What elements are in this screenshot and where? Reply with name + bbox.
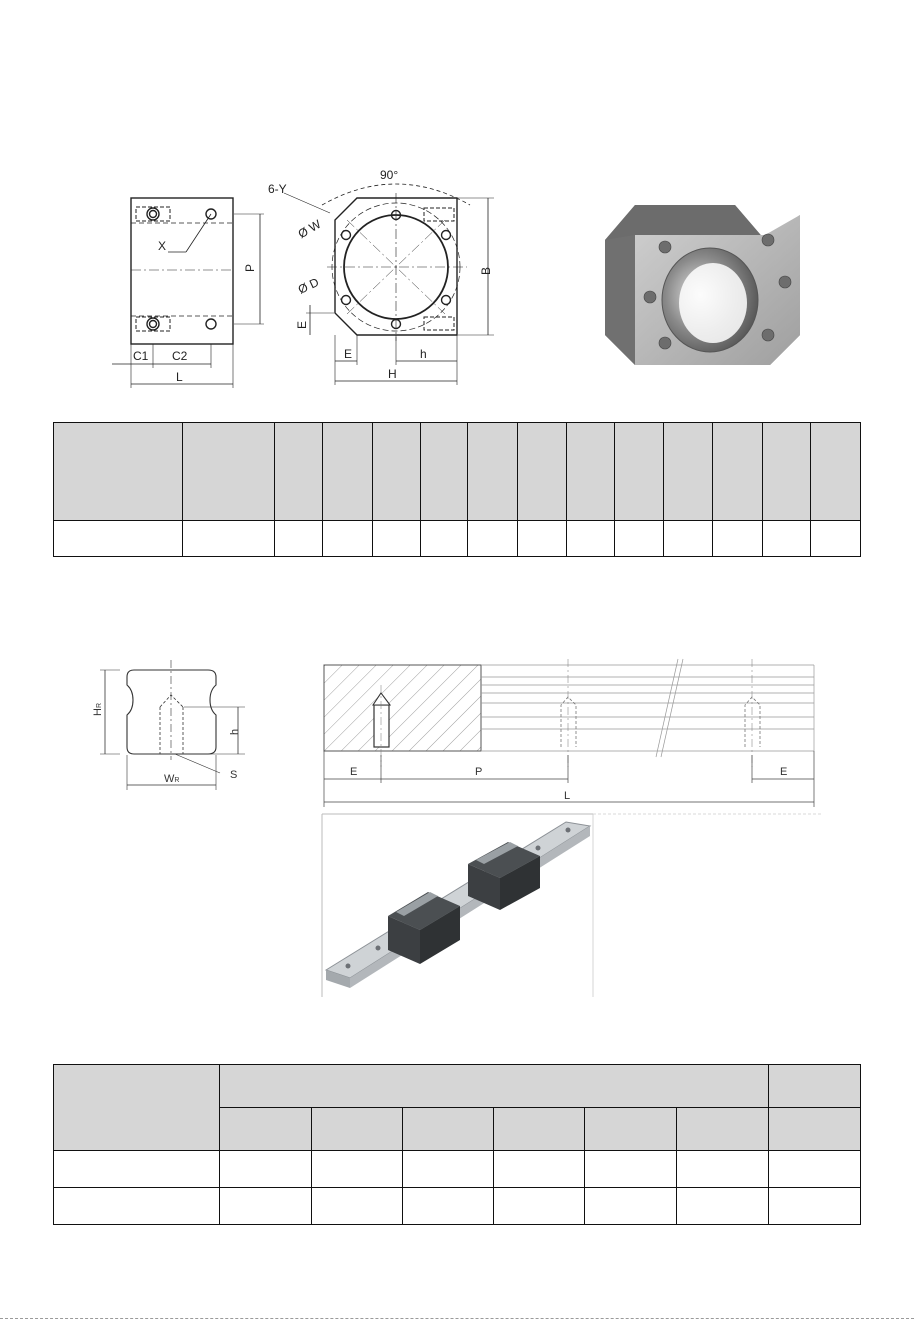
rail-profile: [127, 670, 216, 754]
table-cell: [811, 521, 861, 557]
table-cell: [402, 1188, 494, 1225]
rail-section-hatched: [324, 665, 481, 751]
table-cell: [677, 1151, 769, 1188]
table-row: [54, 1188, 861, 1225]
table-cell: [585, 1188, 677, 1225]
header-cell: [518, 423, 567, 521]
header-cell: [769, 1065, 861, 1108]
table-cell: [311, 1188, 402, 1225]
header-cell: [585, 1108, 677, 1151]
table-cell: [769, 1151, 861, 1188]
label-x: X: [158, 239, 167, 253]
label-h: h: [229, 728, 241, 735]
label-h-small: h: [420, 347, 427, 361]
header-cell: [713, 423, 763, 521]
header-cell: [54, 1065, 220, 1151]
table-header-row: [54, 1065, 861, 1108]
table-cell: [494, 1188, 585, 1225]
table-cell: [311, 1151, 402, 1188]
header-cell: [322, 423, 372, 521]
label-p: P: [475, 766, 483, 778]
housing-side-view-drawing: [100, 178, 280, 394]
header-cell: [615, 423, 664, 521]
table-cell: [219, 1151, 311, 1188]
page-bottom-rule: [0, 1318, 914, 1319]
table-header-row: [54, 423, 861, 521]
label-angle: 90°: [380, 168, 399, 182]
carriage-front: [388, 892, 460, 964]
rail-cross-section-drawing: [80, 655, 260, 795]
table-cell: [54, 1151, 220, 1188]
label-c1: C1: [133, 349, 149, 363]
table-cell: [420, 521, 468, 557]
housing-3d-render: [595, 195, 820, 375]
linear-guide-photo: [318, 812, 823, 997]
label-hr: HR: [92, 702, 104, 716]
table-cell: [54, 521, 183, 557]
header-cell: [763, 423, 811, 521]
header-cell: [54, 423, 183, 521]
label-e-right: E: [780, 766, 788, 778]
label-e-left: E: [350, 766, 358, 778]
label-e: E: [344, 347, 353, 361]
header-cell: [420, 423, 468, 521]
table-cell: [468, 521, 518, 557]
table-cell: [219, 1188, 311, 1225]
header-cell: [402, 1108, 494, 1151]
header-cell: [664, 423, 713, 521]
table-cell: [677, 1188, 769, 1225]
header-cell: [677, 1108, 769, 1151]
table-cell: [664, 521, 713, 557]
table-cell: [182, 521, 274, 557]
label-s: S: [230, 769, 238, 781]
table-cell: [372, 521, 420, 557]
label-h-large: H: [388, 367, 397, 381]
table-cell: [322, 521, 372, 557]
table-row: [54, 1151, 861, 1188]
header-cell: [494, 1108, 585, 1151]
housing-spec-table: [53, 422, 861, 557]
table-cell: [567, 521, 615, 557]
header-cell: [811, 423, 861, 521]
header-group-cell: [219, 1065, 768, 1108]
table-row: [54, 521, 861, 557]
label-p: P: [243, 263, 257, 272]
header-cell: [372, 423, 420, 521]
label-l: L: [176, 370, 183, 384]
rail-side-view-drawing: [318, 655, 823, 810]
header-cell: [769, 1108, 861, 1151]
label-d: Ø D: [295, 275, 322, 297]
label-b: B: [479, 266, 493, 275]
table-cell: [585, 1151, 677, 1188]
label-l: L: [564, 790, 571, 802]
header-cell: [468, 423, 518, 521]
label-w: Ø W: [295, 216, 324, 242]
table-cell: [54, 1188, 220, 1225]
table-cell: [763, 521, 811, 557]
table-cell: [615, 521, 664, 557]
label-c2: C2: [172, 349, 188, 363]
rail-spec-table: [53, 1064, 861, 1225]
label-wr: WR: [164, 773, 180, 785]
table-cell: [518, 521, 567, 557]
housing-side-body: [131, 198, 233, 344]
label-holes: 6-Y: [268, 182, 287, 196]
header-cell: [567, 423, 615, 521]
label-e-vertical: E: [295, 320, 309, 329]
housing-front-view-drawing: [262, 165, 502, 390]
header-cell: [274, 423, 322, 521]
header-cell: [311, 1108, 402, 1151]
table-cell: [274, 521, 322, 557]
header-cell: [219, 1108, 311, 1151]
table-cell: [494, 1151, 585, 1188]
table-cell: [402, 1151, 494, 1188]
header-cell: [182, 423, 274, 521]
table-cell: [713, 521, 763, 557]
carriage-rear: [468, 842, 540, 910]
guide-rail: [326, 822, 590, 978]
table-cell: [769, 1188, 861, 1225]
